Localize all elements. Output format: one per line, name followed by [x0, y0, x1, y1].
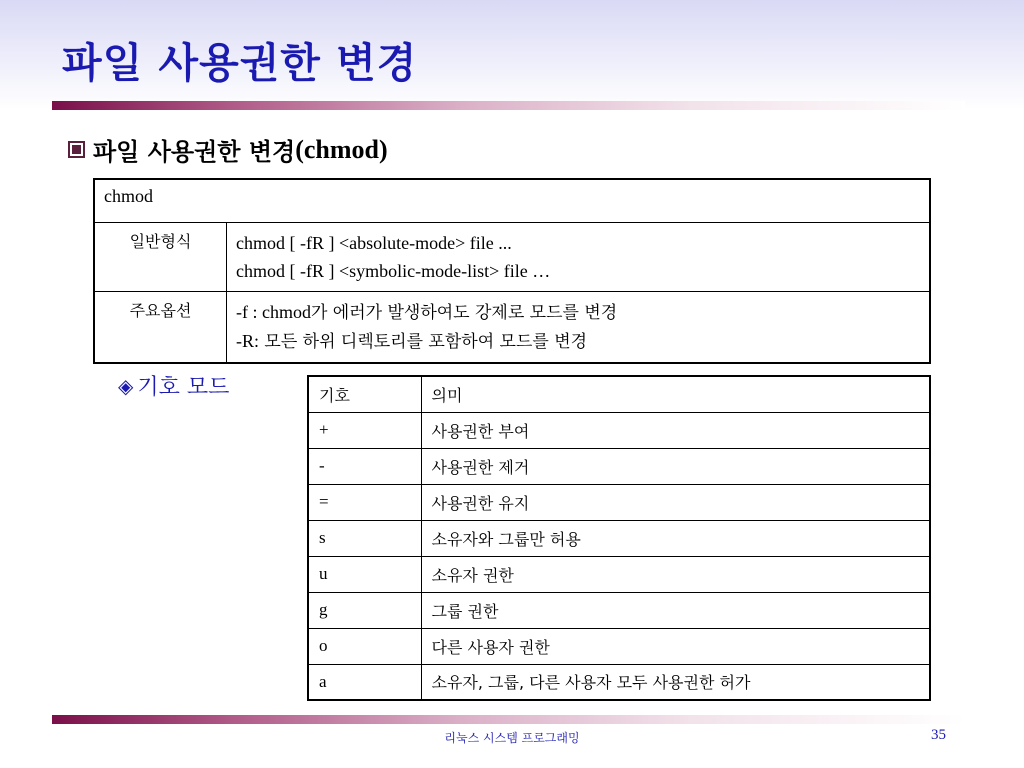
symbol-cell: =: [308, 484, 421, 520]
syntax-cell: [227, 223, 931, 292]
symbol-table-header-row: [308, 376, 930, 412]
option-r-desc: 모든 하위 디렉토리를 포함하여 모드를 변경: [259, 332, 588, 352]
syntax-line-symbolic: chmod [ -fR ] <symbolic-mode-list> file …: [236, 261, 551, 281]
title-divider: [52, 101, 965, 110]
meaning-cell: 소유자 권한: [421, 556, 930, 592]
option-f-desc: 가 에러가 발생하여도 강제로 모드를 변경: [310, 303, 618, 323]
option-r-flag: -R:: [236, 331, 260, 351]
option-f: [236, 298, 920, 327]
meaning-cell: 소유자와 그룹만 허용: [421, 520, 930, 556]
symbol-cell: +: [308, 412, 421, 448]
syntax-label: 일반형식: [94, 223, 227, 292]
symbol-cell: u: [308, 556, 421, 592]
slide-title: 파일 사용권한 변경: [62, 39, 418, 87]
section-bullet: [68, 132, 388, 167]
footer-title: 리눅스 시스템 프로그래밍: [444, 731, 580, 745]
table-row: [308, 592, 930, 628]
symbol-mode-heading-text: 기호 모드: [137, 375, 230, 400]
table-row: [308, 448, 930, 484]
symbol-cell: -: [308, 448, 421, 484]
page-number: 35: [931, 727, 946, 743]
syntax-row: [94, 223, 930, 292]
option-r: [236, 327, 920, 356]
square-bullet-icon: [68, 141, 85, 158]
chmod-header-cell: chmod: [94, 179, 930, 223]
meaning-cell: 사용권한 유지: [421, 484, 930, 520]
options-label: 주요옵션: [94, 292, 227, 364]
chmod-table: [93, 178, 931, 364]
options-cell: [227, 292, 931, 364]
meaning-cell: 소유자, 그룹, 다른 사용자 모두 사용권한 허가: [421, 664, 930, 700]
meaning-header: 의미: [421, 376, 930, 412]
table-row: [308, 664, 930, 700]
table-row: [308, 628, 930, 664]
symbol-mode-table: [307, 375, 931, 701]
symbol-header: 기호: [308, 376, 421, 412]
symbol-cell: s: [308, 520, 421, 556]
symbol-cell: a: [308, 664, 421, 700]
table-row: [308, 520, 930, 556]
symbol-cell: g: [308, 592, 421, 628]
syntax-line-absolute: chmod [ -fR ] <absolute-mode> file ...: [236, 233, 512, 253]
symbol-cell: o: [308, 628, 421, 664]
diamond-bullet-icon: ◈: [118, 373, 134, 398]
footer-divider: [52, 715, 965, 724]
table-row: [308, 556, 930, 592]
chmod-header-row: [94, 179, 930, 223]
options-row: [94, 292, 930, 364]
meaning-cell: 사용권한 부여: [421, 412, 930, 448]
option-f-flag: -f : chmod: [236, 302, 311, 322]
table-row: [308, 412, 930, 448]
bullet-command: (chmod): [295, 134, 388, 164]
meaning-cell: 그룹 권한: [421, 592, 930, 628]
meaning-cell: 사용권한 제거: [421, 448, 930, 484]
bullet-text: 파일 사용권한 변경: [93, 138, 296, 166]
symbol-mode-heading: [118, 370, 229, 401]
meaning-cell: 다른 사용자 권한: [421, 628, 930, 664]
table-row: [308, 484, 930, 520]
